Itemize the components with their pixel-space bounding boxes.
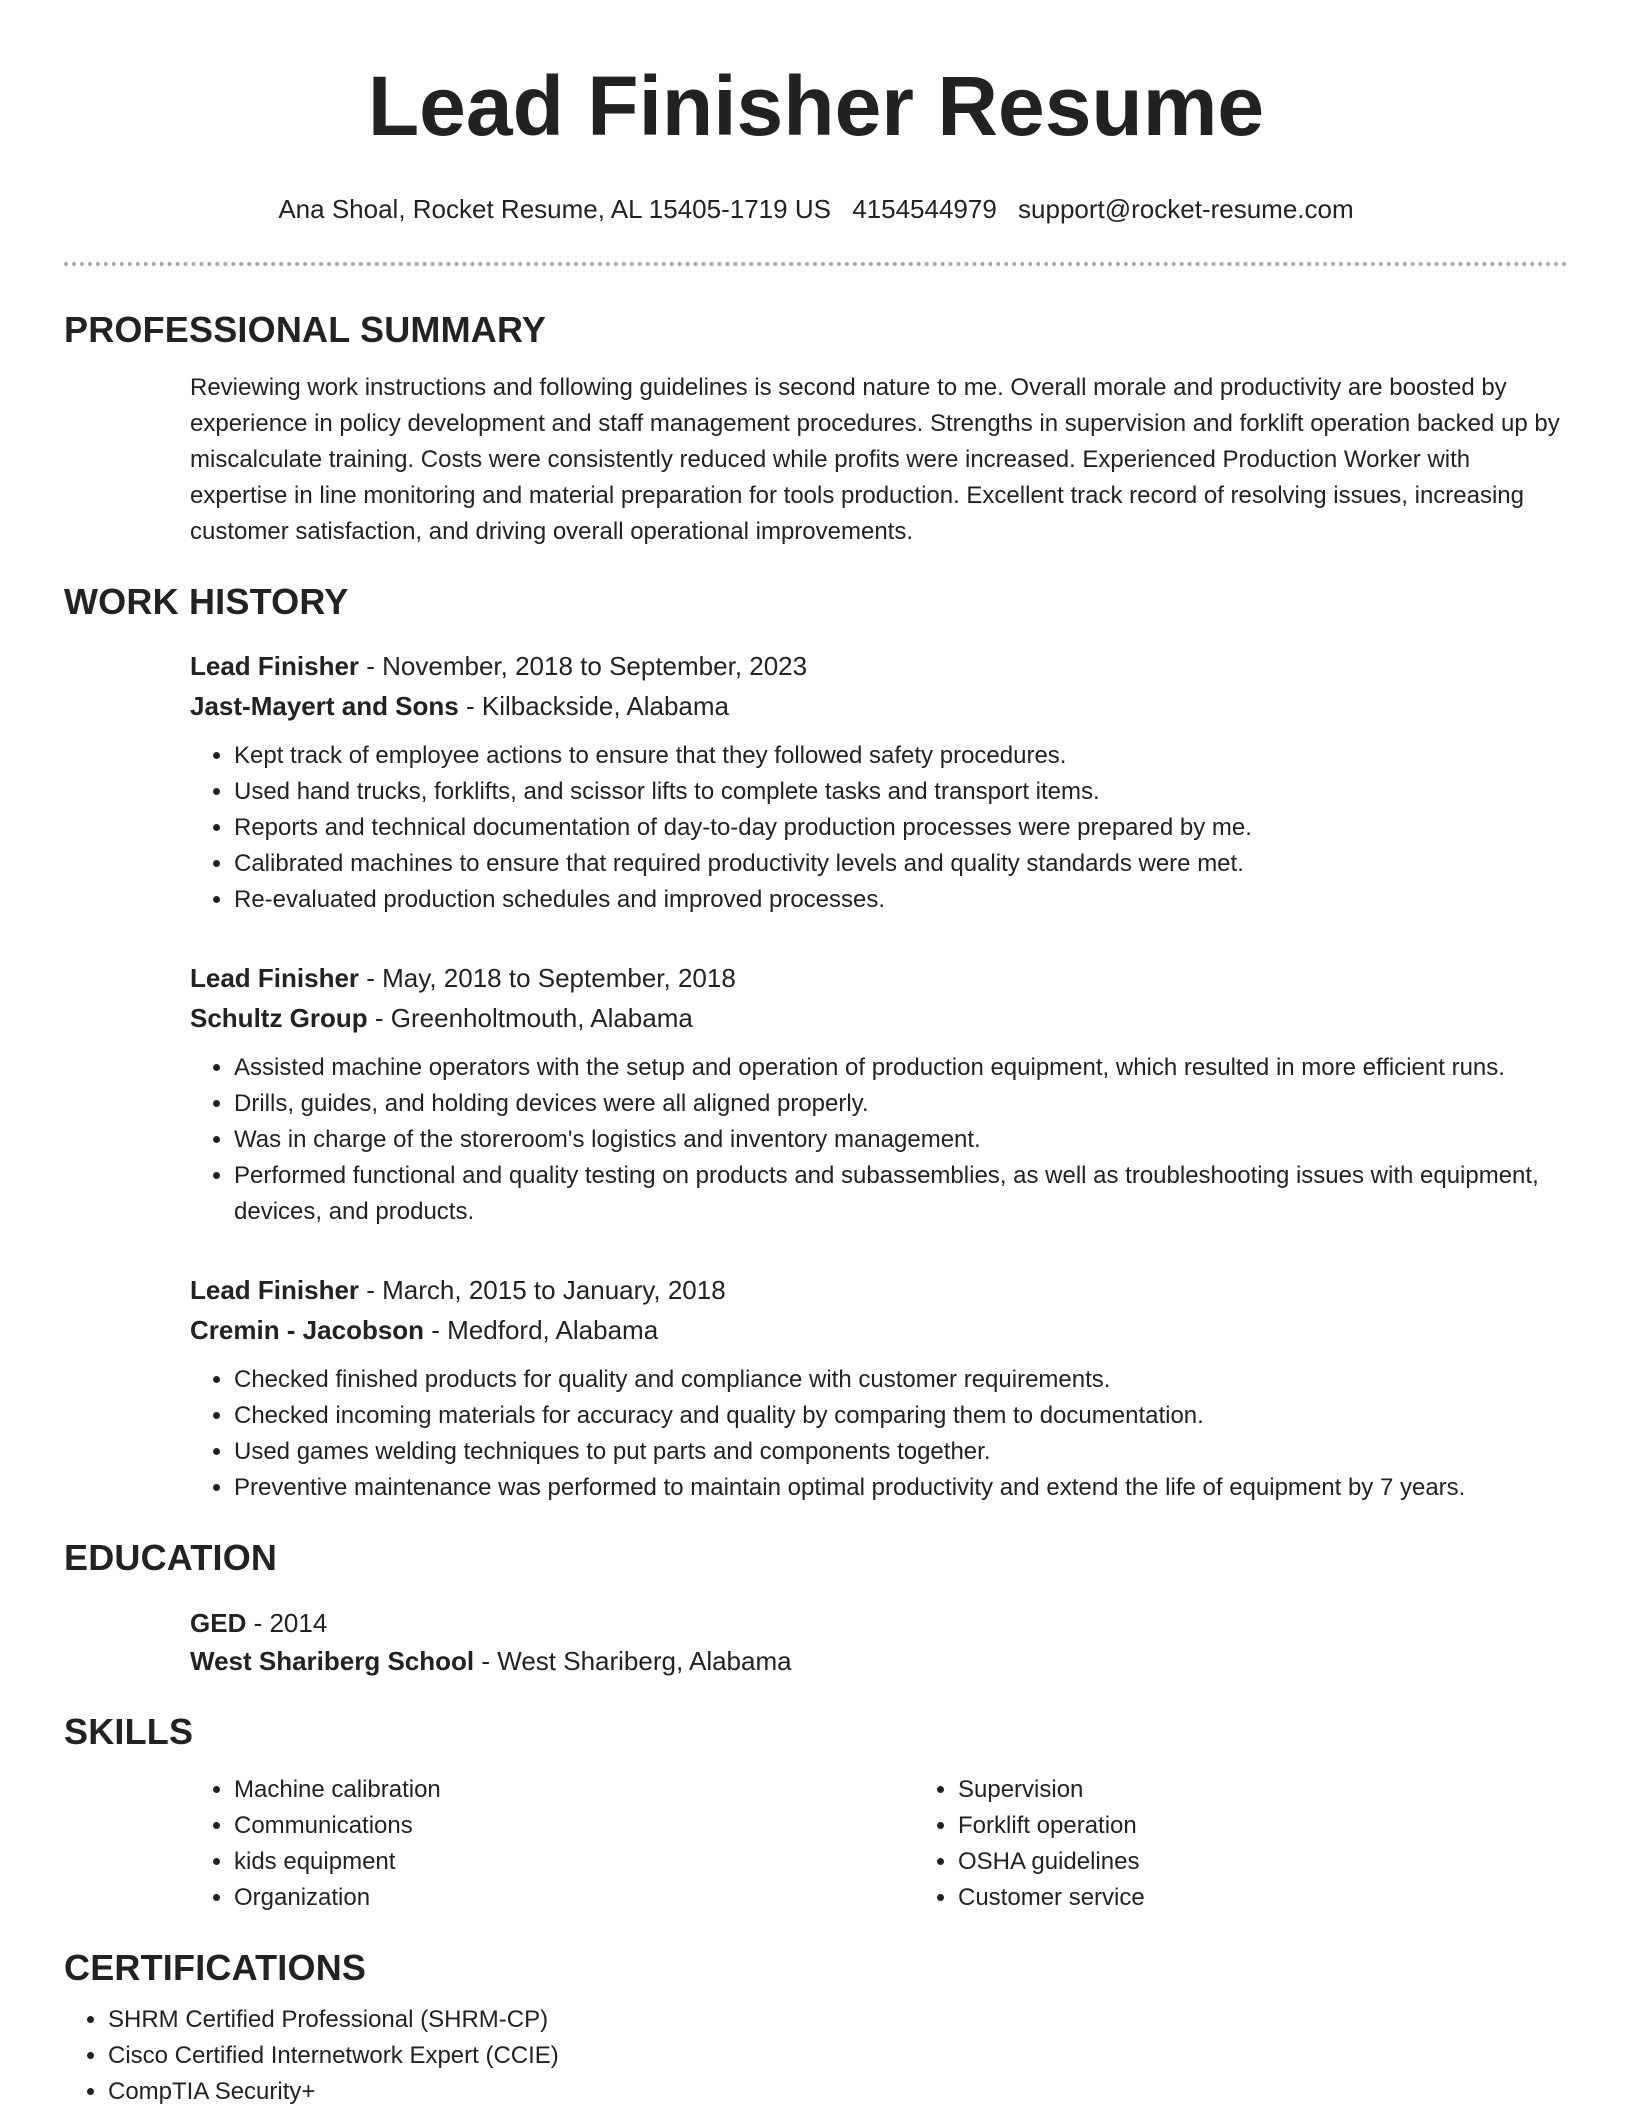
job-entry bbox=[190, 1270, 1568, 1506]
work-history-heading: WORK HISTORY bbox=[64, 581, 349, 622]
job-company-line bbox=[190, 1310, 1568, 1350]
education-school-line bbox=[190, 1642, 1568, 1680]
job-title-line bbox=[190, 646, 1568, 686]
skills-column-right bbox=[914, 1772, 1145, 1916]
job-company: Schultz Group bbox=[190, 1003, 368, 1033]
job-company-line bbox=[190, 686, 1568, 726]
job-title-line bbox=[190, 1270, 1568, 1310]
job-dates: - May, 2018 to September, 2018 bbox=[359, 963, 736, 993]
header-divider bbox=[64, 262, 1568, 266]
list-item: • Was in charge of the storeroom's logistics and inventory management. bbox=[234, 1122, 1568, 1158]
job-location: - Medford, Alabama bbox=[424, 1315, 659, 1345]
list-item: • Customer service bbox=[958, 1880, 1145, 1916]
contact-phone: 4154544979 bbox=[852, 194, 997, 224]
job-title: Lead Finisher bbox=[190, 1275, 360, 1305]
certifications-list bbox=[64, 2002, 1568, 2110]
education-degree-line bbox=[190, 1604, 1568, 1642]
list-item: • Reports and technical documentation of day-to-day production processes were prepared by me. bbox=[234, 810, 1568, 846]
list-item: • Used hand trucks, forklifts, and scissor lifts to complete tasks and transport items. bbox=[234, 774, 1568, 810]
job-title: Lead Finisher bbox=[190, 963, 360, 993]
list-item: • Used games welding techniques to put parts and components together. bbox=[234, 1434, 1568, 1470]
job-location: - Kilbackside, Alabama bbox=[458, 691, 729, 721]
contact-address: Ana Shoal, Rocket Resume, AL 15405-1719 US bbox=[278, 194, 831, 224]
job-location: - Greenholtmouth, Alabama bbox=[367, 1003, 693, 1033]
list-item: • Checked incoming materials for accuracy and quality by comparing them to documentation. bbox=[234, 1398, 1568, 1434]
list-item: • kids equipment bbox=[234, 1844, 914, 1880]
list-item: • Cisco Certified Internetwork Expert (CCIE) bbox=[108, 2038, 1568, 2074]
education-heading: EDUCATION bbox=[64, 1537, 278, 1578]
job-title-line bbox=[190, 958, 1568, 998]
certifications-heading: CERTIFICATIONS bbox=[64, 1947, 367, 1988]
list-item: • Kept track of employee actions to ensure that they followed safety procedures. bbox=[234, 738, 1568, 774]
job-company: Jast-Mayert and Sons bbox=[190, 691, 459, 721]
list-item: • Machine calibration bbox=[234, 1772, 914, 1808]
list-item: • Supervision bbox=[958, 1772, 1145, 1808]
job-dates: - March, 2015 to January, 2018 bbox=[359, 1275, 726, 1305]
list-item: • CompTIA Security+ bbox=[108, 2074, 1568, 2110]
summary-text: Reviewing work instructions and following guidelines is second nature to me. Overall morale and productivity are boosted by experience in policy development and staff management procedures. Strengths in supervision and forklift operation backed up by miscalculate training. Costs were consistently reduced while profits were increased. Experienced Production Worker with expertise in line monitoring and material preparation for tools production. Excellent track record of resolving issues, increasing customer satisfaction, and driving overall operational improvements. bbox=[190, 374, 1560, 545]
skills-list bbox=[190, 1772, 1568, 1916]
list-item: • Performed functional and quality testing on products and subassemblies, as well as troubleshooting issues with equipment, devices, and products. bbox=[234, 1158, 1568, 1230]
job-bullets bbox=[190, 1050, 1568, 1230]
list-item: • Organization bbox=[234, 1880, 914, 1916]
page-title: Lead Finisher Resume bbox=[367, 59, 1265, 153]
contact-line bbox=[64, 192, 1568, 226]
job-entry bbox=[190, 958, 1568, 1230]
skills-heading: SKILLS bbox=[64, 1711, 194, 1752]
education-location: - West Shariberg, Alabama bbox=[474, 1646, 792, 1676]
job-dates: - November, 2018 to September, 2023 bbox=[359, 651, 808, 681]
contact-email: support@rocket-resume.com bbox=[1018, 194, 1354, 224]
list-item: • Re-evaluated production schedules and improved processes. bbox=[234, 882, 1568, 918]
skills-column-left bbox=[190, 1772, 914, 1916]
education-school: West Shariberg School bbox=[190, 1646, 475, 1676]
list-item: • Checked finished products for quality and compliance with customer requirements. bbox=[234, 1362, 1568, 1398]
job-bullets bbox=[190, 738, 1568, 918]
job-title: Lead Finisher bbox=[190, 651, 360, 681]
job-company-line bbox=[190, 998, 1568, 1038]
education-entry bbox=[190, 1604, 1568, 1680]
list-item: • Assisted machine operators with the setup and operation of production equipment, which resulted in more efficient runs. bbox=[234, 1050, 1568, 1086]
education-degree: GED bbox=[190, 1608, 247, 1638]
summary-heading: PROFESSIONAL SUMMARY bbox=[64, 309, 547, 350]
list-item: • OSHA guidelines bbox=[958, 1844, 1145, 1880]
list-item: • Forklift operation bbox=[958, 1808, 1145, 1844]
education-year: - 2014 bbox=[246, 1608, 328, 1638]
list-item: • Calibrated machines to ensure that required productivity levels and quality standards were met. bbox=[234, 846, 1568, 882]
job-entry bbox=[190, 646, 1568, 918]
job-company: Cremin - Jacobson bbox=[190, 1315, 425, 1345]
list-item: • Drills, guides, and holding devices were all aligned properly. bbox=[234, 1086, 1568, 1122]
list-item: • Communications bbox=[234, 1808, 914, 1844]
job-bullets bbox=[190, 1362, 1568, 1506]
list-item: • SHRM Certified Professional (SHRM-CP) bbox=[108, 2002, 1568, 2038]
list-item: • Preventive maintenance was performed to maintain optimal productivity and extend the life of equipment by 7 years. bbox=[234, 1470, 1568, 1506]
